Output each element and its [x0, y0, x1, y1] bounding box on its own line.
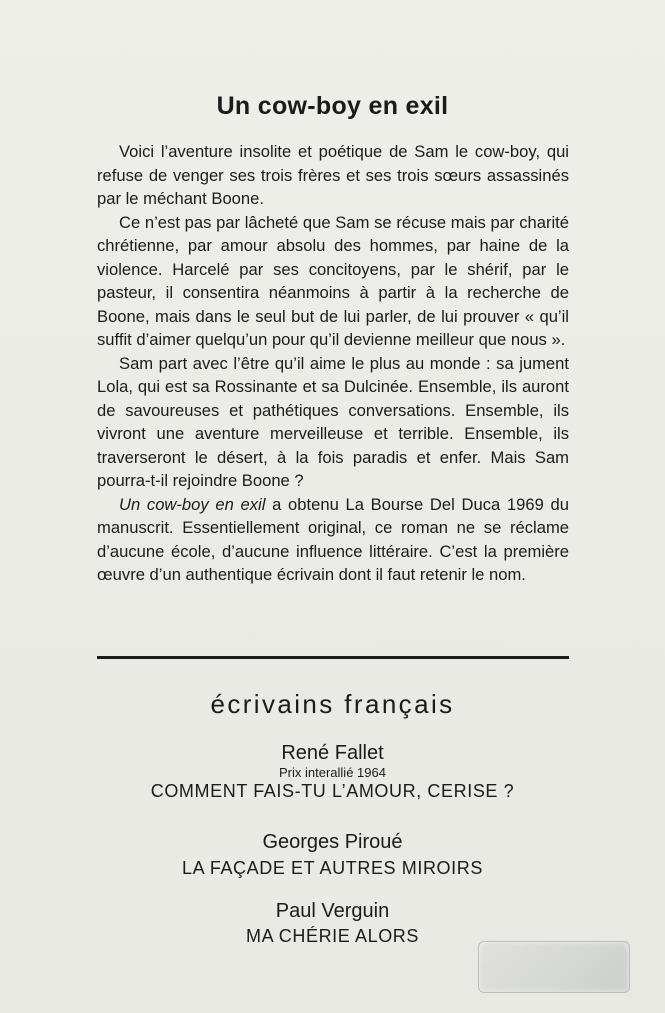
book-title: Un cow-boy en exil	[216, 92, 449, 120]
book-prize: Prix interallié 1964	[279, 765, 386, 780]
divider	[97, 656, 569, 659]
series-title: écrivains français	[210, 689, 455, 719]
blurb-paragraph-1: Voici l’aventure insolite et poétique de Sam le cow-boy, qui refuse de venger ses trois frères et ses trois sœurs assassinés par le méchant Boone.	[97, 142, 569, 208]
blurb-paragraph-2: Ce n’est pas par lâcheté que Sam se récuse mais par charité chrétienne, par amour absolu des hommes, par haine de la violence. Harcelé par ses concitoyens, par le shérif, par le pasteur, il consentira néanmoins à partir à la recherche de Boone, mais dans le seul but de lui parler, de lui prouver « qu’il suffit d’aimer quelqu’un pour qu’il devienne meilleur que nous ».	[97, 212, 569, 349]
book-entry-title: COMMENT FAIS-TU L’AMOUR, CERISE ?	[150, 781, 515, 801]
blurb-paragraph-3: Sam part avec l’être qu’il aime le plus au monde : sa jument Lola, qui est sa Rossinante et sa Dulcinée. Ensemble, ils auront de savoureuses et pathétiques conversations. Ensemble, ils vivront une aventure merveilleuse et terrible. Ensemble, ils traverseront le désert, à la fois paradis et enfer. Mais Sam pourra-t-il rejoindre Boone ?	[97, 353, 569, 490]
book-entry-title: LA FAÇADE ET AUTRES MIROIRS	[182, 858, 483, 878]
price-sticker	[478, 941, 630, 993]
blurb-paragraph-4-text: a obtenu La Bourse Del Duca 1969 du manuscrit. Essentiellement original, ce roman ne se réclame d’aucune école, d’aucune influence littéraire. C’est la première œuvre d’un authentique écrivain dont il faut retenir le nom.	[97, 494, 569, 584]
book-entry	[0, 741, 665, 803]
book-entry-title: MA CHÉRIE ALORS	[245, 926, 420, 946]
blurb-paragraph-4	[97, 493, 569, 587]
book-author: René Fallet	[281, 742, 384, 764]
blurb	[97, 140, 569, 587]
book-entry	[0, 830, 665, 880]
book-author: Georges Piroué	[262, 831, 403, 853]
blurb-italic-title: Un cow-boy en exil	[119, 494, 266, 514]
book-author: Paul Verguin	[275, 900, 390, 922]
